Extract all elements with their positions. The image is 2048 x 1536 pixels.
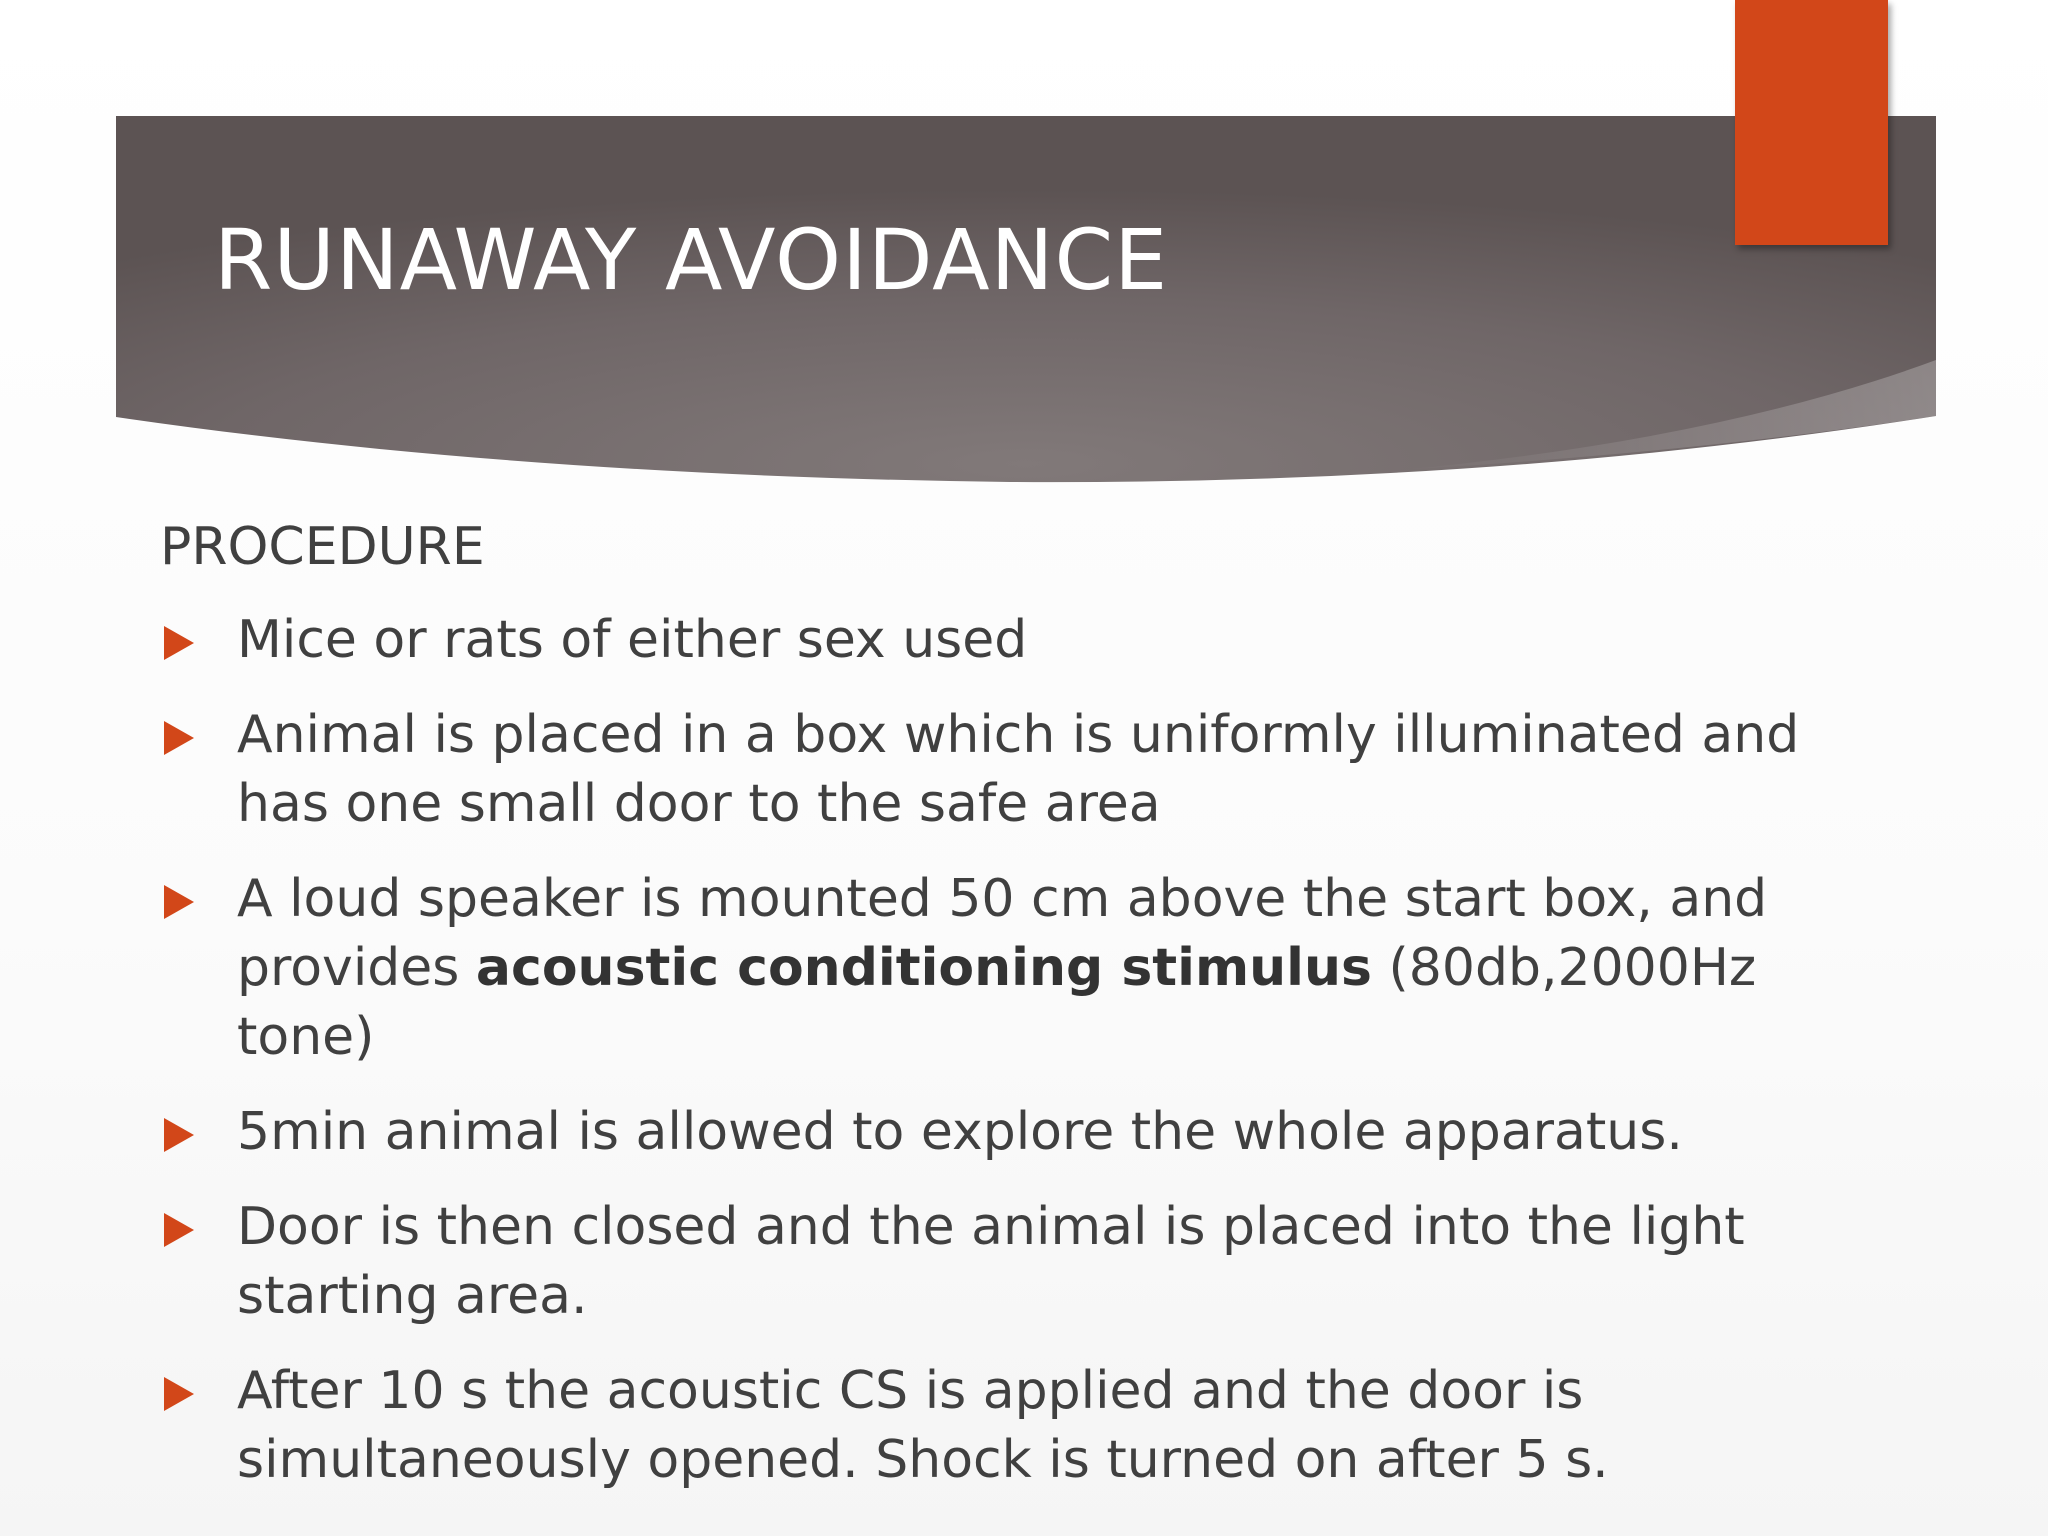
triangle-bullet-icon	[164, 1213, 194, 1247]
bullet-list	[160, 606, 1860, 1495]
slide-content	[160, 510, 1860, 1521]
bullet-item	[160, 1357, 1860, 1495]
bullet-text: Animal is placed in a box which is uniformly illuminated and has one small door to the safe area	[237, 705, 1800, 834]
bullet-text: Mice or rats of either sex used	[237, 610, 1028, 670]
triangle-bullet-icon	[164, 721, 194, 755]
triangle-bullet-icon	[164, 626, 194, 660]
bullet-item	[160, 865, 1860, 1072]
bullet-item	[160, 1098, 1860, 1167]
bullet-text-end: (80db,2000Hz tone)	[237, 938, 1757, 1067]
bullet-text-start: A loud speaker is mounted 50 cm above the start box, and provides	[237, 869, 1768, 998]
bullet-text-bold: acoustic conditioning stimulus	[475, 938, 1372, 998]
bullet-item	[160, 1193, 1860, 1331]
bullet-text: After 10 s the acoustic CS is applied and the door is simultaneously opened. Shock is turned on after 5 s.	[237, 1361, 1609, 1490]
bullet-text: Door is then closed and the animal is placed into the light starting area.	[237, 1197, 1745, 1326]
triangle-bullet-icon	[164, 1377, 194, 1411]
triangle-bullet-icon	[164, 1118, 194, 1152]
section-heading: PROCEDURE	[160, 517, 485, 577]
accent-tab	[1735, 0, 1888, 245]
bullet-text: 5min animal is allowed to explore the whole apparatus.	[237, 1102, 1683, 1162]
bullet-item	[160, 606, 1860, 675]
slide-title: RUNAWAY AVOIDANCE	[214, 211, 1169, 309]
triangle-bullet-icon	[164, 885, 194, 919]
bullet-item	[160, 701, 1860, 839]
